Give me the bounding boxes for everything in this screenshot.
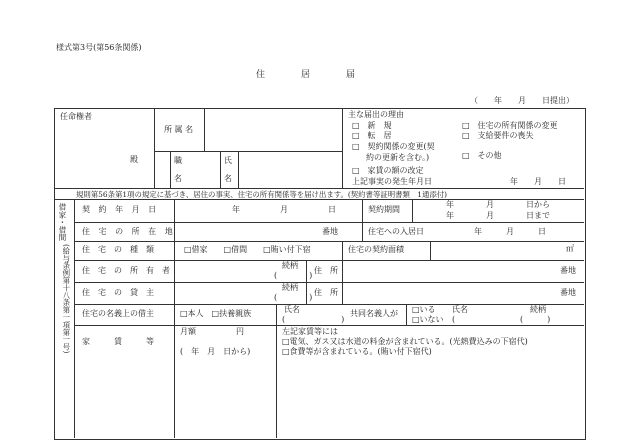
owner-address-label: 住 所 — [314, 266, 338, 275]
lender-relation-paren: ( ) — [274, 293, 313, 302]
lender-address-label: 住 所 — [314, 288, 338, 297]
side-label-main: 借家・借間 — [57, 203, 67, 241]
lender-relation: 続柄 — [282, 283, 298, 292]
post-label-2: 名 — [174, 174, 182, 183]
area-label: 住宅の契約面積 — [348, 245, 404, 254]
lender-label: 住 宅 の 貸 主 — [82, 288, 154, 297]
reason-rent-change[interactable]: □ 家賃の額の改定 — [352, 166, 424, 175]
page-title: 住 居 届 — [256, 70, 356, 80]
reason-new[interactable]: □ 新 規 — [352, 121, 392, 130]
rent-monthly: 月額 円 — [180, 327, 244, 336]
contract-period-from: 年 月 日から — [446, 200, 550, 209]
nominal-borrower-label: 住宅の名義上の借主 — [82, 309, 154, 318]
rent-note-utilities[interactable]: □電気、ガス又は水道の料金が含まれている。(光熱費込みの下宿代) — [282, 337, 528, 346]
rent-label: 家 賃 等 — [82, 337, 154, 346]
event-date-value: 年 月 日 — [510, 177, 566, 186]
name-label-2: 名 — [224, 174, 232, 183]
post-label-1: 職 — [174, 156, 182, 165]
event-date-label: 上記事実の発生年月日 — [352, 177, 432, 186]
owner-relation-paren: ( ) — [274, 271, 313, 280]
appointer-label: 任命権者 — [60, 112, 92, 121]
co-borrower-name-paren: ( — [452, 315, 456, 324]
lender-address-suffix: 番地 — [560, 288, 576, 297]
owner-label: 住 宅 の 所 有 者 — [82, 266, 170, 275]
rent-note-meals[interactable]: □食費等が含まれている。(賄い付下宿代) — [282, 347, 432, 356]
department-label: 所 属 名 — [164, 125, 194, 134]
co-borrower-relation-label: 続柄 — [530, 305, 546, 314]
owner-address-suffix: 番地 — [560, 266, 576, 275]
area-unit: ㎡ — [566, 244, 574, 253]
rent-note-title: 左記家賃等には — [282, 327, 338, 336]
nominal-name-paren: ( ) — [282, 315, 345, 324]
nominal-options[interactable]: □本人 □扶養親族 — [180, 309, 252, 318]
rent-since: ( 年 月 日から) — [180, 347, 251, 356]
address-label: 住 宅 の 所 在 地 — [82, 227, 176, 236]
contract-period-to: 年 月 日まで — [446, 211, 550, 220]
dono-label: 殿 — [130, 155, 138, 164]
reason-other[interactable]: □ その他 — [462, 151, 502, 160]
side-label-sub: (給与条例第十八条第一項第一号) — [61, 244, 71, 354]
owner-relation: 続柄 — [282, 261, 298, 270]
reason-benefit-loss[interactable]: □ 支給要件の喪失 — [462, 131, 534, 140]
submission-date: （ 年 月 日提出） — [470, 96, 574, 105]
address-suffix: 番地 — [322, 227, 338, 236]
house-type-options[interactable]: □借家 □借間 □賄い付下宿 — [184, 245, 311, 254]
co-borrower-no[interactable]: □いない — [412, 315, 444, 324]
reason-contract-change[interactable]: □ 契約関係の変更(契 — [352, 142, 435, 151]
contract-date-value: 年 月 日 — [232, 205, 336, 214]
statement-text: 規則第56条第1項の規定に基づき、居住の事実、住宅の所有関係等を届け出ます。(契約書等証明書類 1通添付) — [76, 190, 448, 199]
form-number: 様式第3号(第56条関係) — [56, 43, 142, 52]
reason-move[interactable]: □ 転 居 — [352, 131, 392, 140]
contract-period-label: 契約期間 — [368, 205, 400, 214]
co-borrower-relation-paren: ( ) — [520, 315, 551, 324]
reason-contract-change-2: 約の更新を含む。) — [366, 153, 430, 162]
reason-ownership-change[interactable]: □ 住宅の所有関係の変更 — [462, 121, 558, 130]
co-borrower-label: 共同名義人が — [350, 309, 398, 318]
co-borrower-name-label: 氏名 — [452, 305, 468, 314]
co-borrower-yes[interactable]: □いる — [412, 305, 436, 314]
house-type-label: 住 宅 の 種 類 — [82, 245, 154, 254]
nominal-name-label: 氏名 — [284, 305, 300, 314]
move-in-label: 住宅への入居日 — [368, 227, 424, 236]
contract-date-label: 契 約 年 月 日 — [82, 205, 160, 214]
move-in-value: 年 月 日 — [474, 227, 546, 236]
name-label-1: 氏 — [224, 156, 232, 165]
reason-title: 主な届出の理由 — [348, 110, 404, 119]
